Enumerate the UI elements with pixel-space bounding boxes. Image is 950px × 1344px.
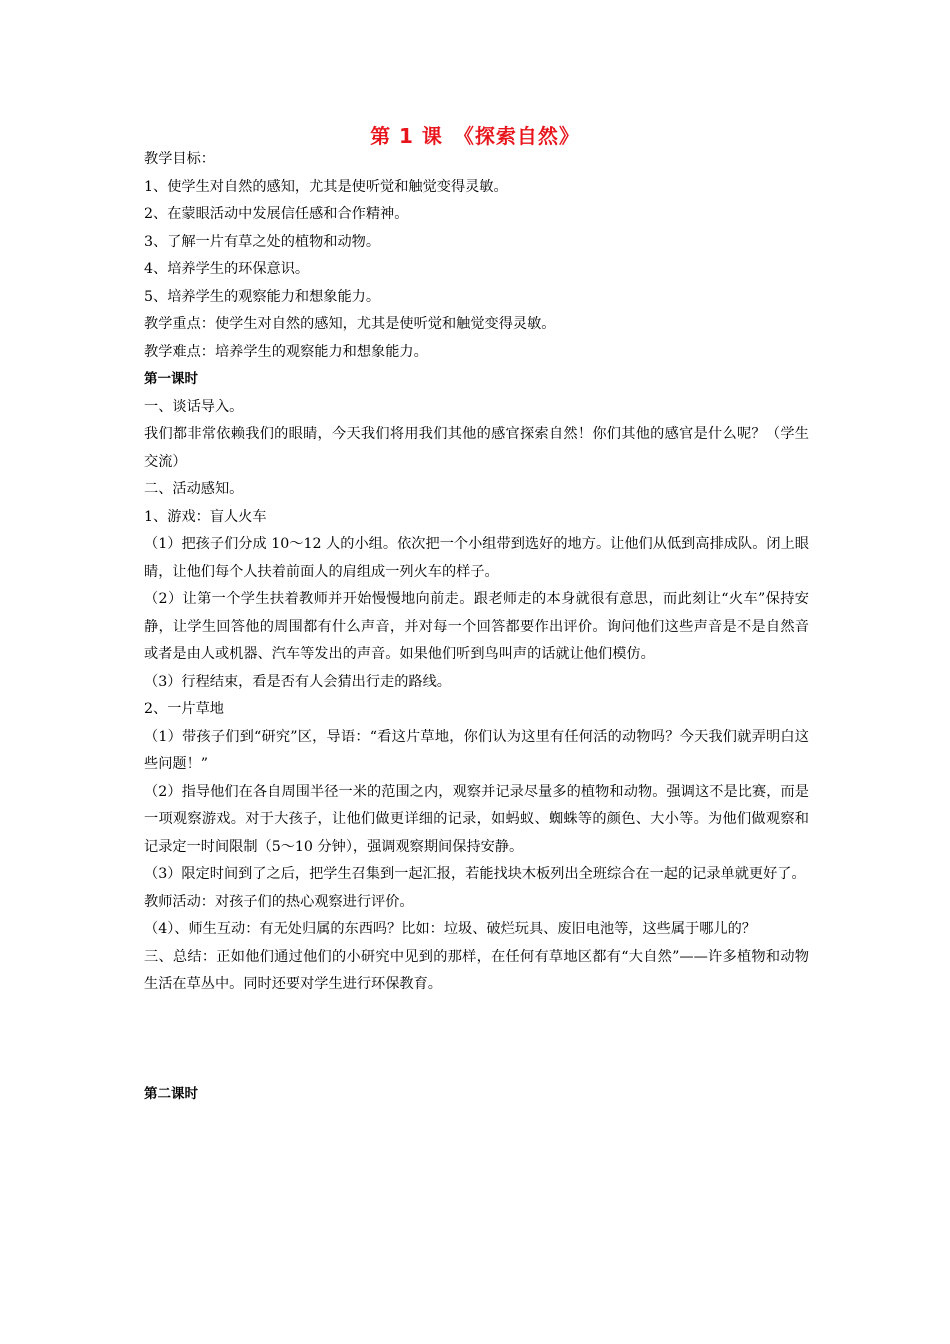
step-heading: 二、活动感知。 [144,481,244,497]
summary-paragraph: 三、总结：正如他们通过他们的小研究中见到的那样，在任何有草地区都有“大自然”——许多植物和动物生活在草丛中。同时还要对学生进行环保教育。 [144,948,809,992]
paragraph: （2）指导他们在各自周围半径一米的范围之内，观察并记录尽量多的植物和动物。强调这不是比赛，而是一项观察游戏。对于大孩子，让他们做更详细的记录，如蚂蚁、蜘蛛等的颜色、大小等。为他们做观察和记录定一时间限制（5～10 分钟），强调观察期间保持安静。 [144,783,809,855]
subheading: 2、一片草地 [144,701,224,717]
paragraph: （4）、师生互动：有无处归属的东西吗？比如：垃圾、破烂玩具、废旧电池等，这些属于哪儿的？ [144,921,756,937]
paragraph: （3）限定时间到了之后，把学生召集到一起汇报，若能找块木板列出全班综合在一起的记录单就更好了。 [144,866,806,882]
key-point: 教学重点：使学生对自然的感知，尤其是使听觉和触觉变得灵敏。 [144,316,556,332]
paragraph: （1）把孩子们分成 10～12 人的小组。依次把一个小组带到选好的地方。让他们从低到高排成队。闭上眼睛，让他们每个人扶着前面人的肩组成一列火车的样子。 [144,536,809,580]
objective-item: 5、培养学生的观察能力和想象能力。 [144,288,381,305]
step-heading: 一、谈话导入。 [144,398,244,415]
document-body [144,146,809,1108]
paragraph: （3）行程结束，看是否有人会猜出行走的路线。 [144,673,451,690]
objective-item: 1、使学生对自然的感知，尤其是使听觉和触觉变得灵敏。 [144,178,508,195]
section-heading-second-period: 第二课时 [144,1085,198,1102]
paragraph: 我们都非常依赖我们的眼睛，今天我们将用我们其他的感官探索自然！你们其他的感官是什么呢？（学生交流） [144,426,809,470]
paragraph: 教师活动：对孩子们的热心观察进行评价。 [144,893,414,910]
objective-item: 2、在蒙眼活动中发展信任感和合作精神。 [144,206,409,222]
section-heading-first-period: 第一课时 [144,371,198,387]
lesson-title: 第 1 课 《探索自然》 [370,124,580,148]
difficult-point: 教学难点：培养学生的观察能力和想象能力。 [144,343,428,360]
subheading: 1、游戏：盲人火车 [144,508,267,525]
spacer [144,999,809,1081]
objectives-heading: 教学目标： [144,151,215,167]
paragraph: （1）带孩子们到“研究”区，导语：“看这片草地，你们认为这里有任何活的动物吗？今天我们就弄明白这些问题！” [144,728,809,772]
paragraph: （2）让第一个学生扶着教师并开始慢慢地向前走。跟老师走的本身就很有意思，而此刻让“火车”保持安静，让学生回答他的周围都有什么声音，并对每一个回答都要作出评价。询问他们这些声音是不是自然音或者是由人或机器、汽车等发出的声音。如果他们听到鸟叫声的话就让他们模仿。 [144,591,809,662]
objective-item: 4、培养学生的环保意识。 [144,261,310,277]
objective-item: 3、了解一片有草之处的植物和动物。 [144,233,381,250]
